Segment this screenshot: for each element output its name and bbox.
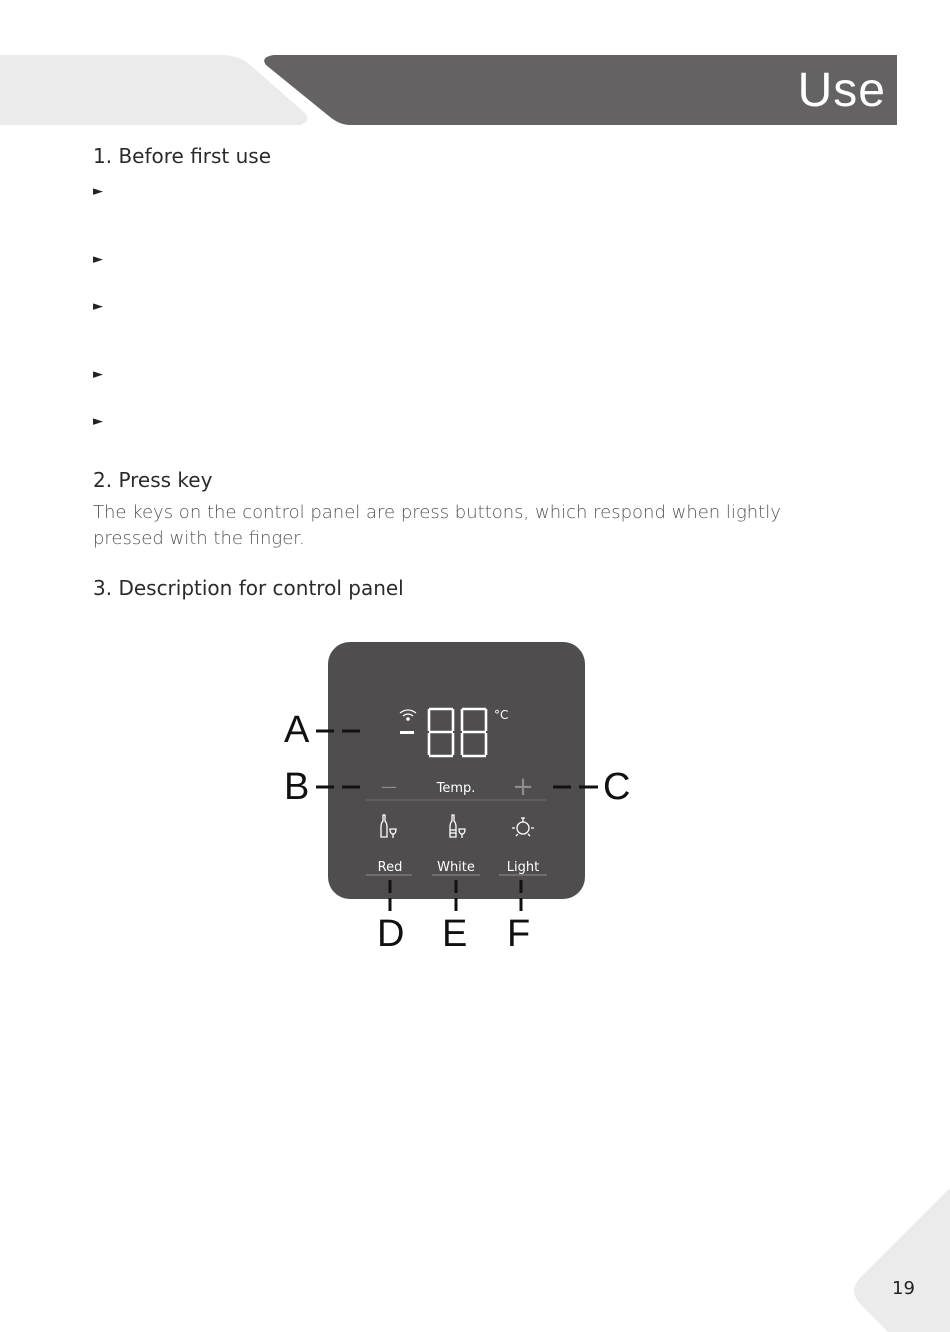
callout-c: C: [603, 766, 631, 808]
control-panel-figure: [270, 635, 650, 965]
callout-a: A: [284, 709, 310, 751]
bullet-marker: ►: [93, 184, 103, 199]
section-heading-press-key: 2. Press key: [93, 468, 213, 492]
temp-label: Temp.: [436, 781, 476, 796]
callout-f: F: [507, 913, 531, 955]
display-minus-segment: [400, 731, 414, 734]
bullet-marker: ►: [93, 367, 103, 382]
callout-e: E: [442, 913, 468, 955]
white-button[interactable]: White: [437, 860, 475, 875]
page-title: Use: [797, 64, 886, 117]
bullet-marker: ►: [93, 414, 103, 429]
callout-d: D: [377, 913, 405, 955]
section-heading-control-panel: 3. Description for control panel: [93, 576, 404, 600]
corner-decoration: [840, 1180, 950, 1332]
light-button[interactable]: Light: [506, 860, 540, 875]
unit-label: °C: [494, 708, 509, 722]
callout-b: B: [284, 766, 310, 808]
press-key-description: The keys on the control panel are press buttons, which respond when lightly pressed with the finger.: [93, 502, 781, 549]
bullet-marker: ►: [93, 299, 103, 314]
section-heading-before-first-use: 1. Before first use: [93, 144, 272, 168]
red-button[interactable]: Red: [377, 860, 403, 875]
temp-plus-button[interactable]: +: [512, 772, 534, 802]
bullet-marker: ►: [93, 252, 103, 267]
page-number: 19: [892, 1278, 915, 1299]
temp-minus-button[interactable]: —: [381, 777, 397, 796]
